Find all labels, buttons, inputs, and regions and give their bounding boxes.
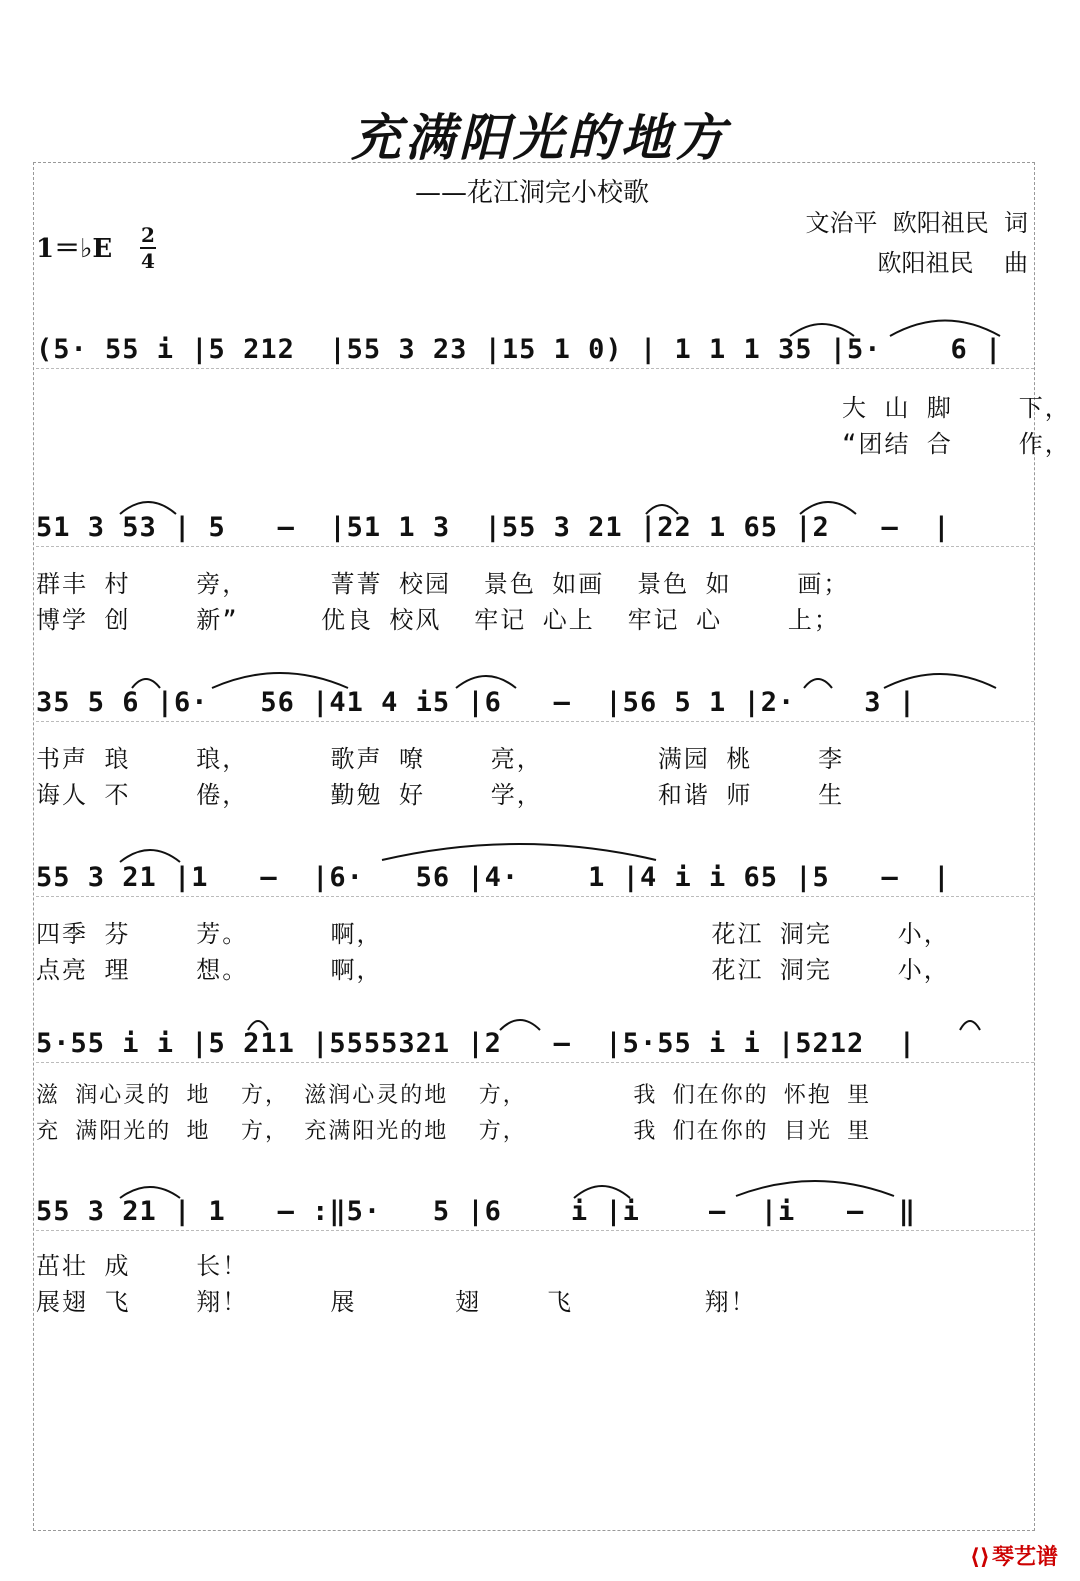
lyric-verse-2: 点亮 理 想。 啊， 花江 洞完 小， xyxy=(36,956,950,984)
slur-arc xyxy=(120,502,176,514)
slur-arc xyxy=(382,844,656,860)
notes-row: (5· 55 i |5 212 |55 3 23 |15 1 0) | 1 1 1 35 |5· 6 | xyxy=(36,334,1003,365)
notes-row: 55 3 21 |1 – |6· 56 |4· 1 |4 i i 65 |5 – | xyxy=(36,862,951,893)
lyric-verse-2: 诲人 不 倦， 勤勉 好 学， 和谐 师 生 xyxy=(36,781,845,809)
time-signature-top: 2 xyxy=(141,223,155,247)
slur-arc xyxy=(456,676,516,688)
lyric-verse-2: 展翅 飞 翔！ 展 翅 飞 翔！ xyxy=(36,1288,757,1316)
key-signature: 1＝♭E xyxy=(36,234,113,264)
song-subtitle: ——花江洞完小校歌 xyxy=(415,178,650,208)
slur-arc xyxy=(132,679,160,688)
lyricist-credit: 文治平 欧阳祖民 词 xyxy=(805,209,1028,237)
slur-arc xyxy=(890,321,1000,337)
slur-arc xyxy=(736,1181,894,1196)
lyric-verse-1: 书声 琅 琅， 歌声 嘹 亮， 满园 桃 李 xyxy=(36,745,845,773)
slur-arc xyxy=(574,1186,630,1198)
slur-arc xyxy=(120,850,180,862)
watermark-text: 琴艺谱 xyxy=(991,1545,1058,1570)
slur-arc xyxy=(212,673,348,688)
notes-row: 35 5 6 |6· 56 |41 4 i5 |6 – |56 5 1 |2· 3 | xyxy=(36,687,917,718)
lyric-verse-2: “团结 合 作， xyxy=(36,430,1071,458)
lyric-verse-2: 充 满阳光的 地 方， 充满阳光的地 方， 我 们在你的 目光 里 xyxy=(36,1119,872,1144)
lyric-verse-1: 群丰 村 旁， 菁菁 校园 景色 如画 景色 如 画； xyxy=(36,570,850,598)
song-title: 充满阳光的地方 xyxy=(351,108,729,167)
watermark-logo xyxy=(970,1540,1058,1571)
lyric-verse-1: 茁壮 成 长！ xyxy=(36,1252,249,1280)
slur-arc xyxy=(500,1020,540,1030)
slur-arc xyxy=(646,505,678,514)
lyric-verse-1: 滋 润心灵的 地 方， 滋润心灵的地 方， 我 们在你的 怀抱 里 xyxy=(36,1083,872,1108)
notes-row: 55 3 21 | 1 – :‖5· 5 |6 i |i – |i – ‖ xyxy=(36,1196,917,1227)
slur-arc xyxy=(960,1021,980,1030)
lyric-verse-1: 大 山 脚 下， xyxy=(36,394,1071,422)
notes-row: 51 3 53 | 5 – |51 1 3 |55 3 21 |22 1 65 |2 – | xyxy=(36,512,951,543)
slur-arc xyxy=(790,324,854,336)
slur-arc xyxy=(800,502,856,514)
slur-arc xyxy=(120,1187,180,1198)
notes-row: 5·55 i i |5 211 |5555321 |2 – |5·55 i i |5212 | xyxy=(36,1028,917,1059)
slur-arc xyxy=(804,679,832,688)
time-signature-bottom: 4 xyxy=(141,249,155,273)
composer-credit: 欧阳祖民 曲 xyxy=(877,249,1028,277)
lyric-verse-1: 四季 芬 芳。 啊， 花江 洞完 小， xyxy=(36,920,950,948)
lyric-verse-2: 博学 创 新” 优良 校风 牢记 心上 牢记 心 上； xyxy=(36,606,840,634)
slur-arc xyxy=(884,674,996,688)
logo-icon: ⟨⟩ xyxy=(969,1545,990,1570)
slur-arc xyxy=(248,1021,268,1030)
